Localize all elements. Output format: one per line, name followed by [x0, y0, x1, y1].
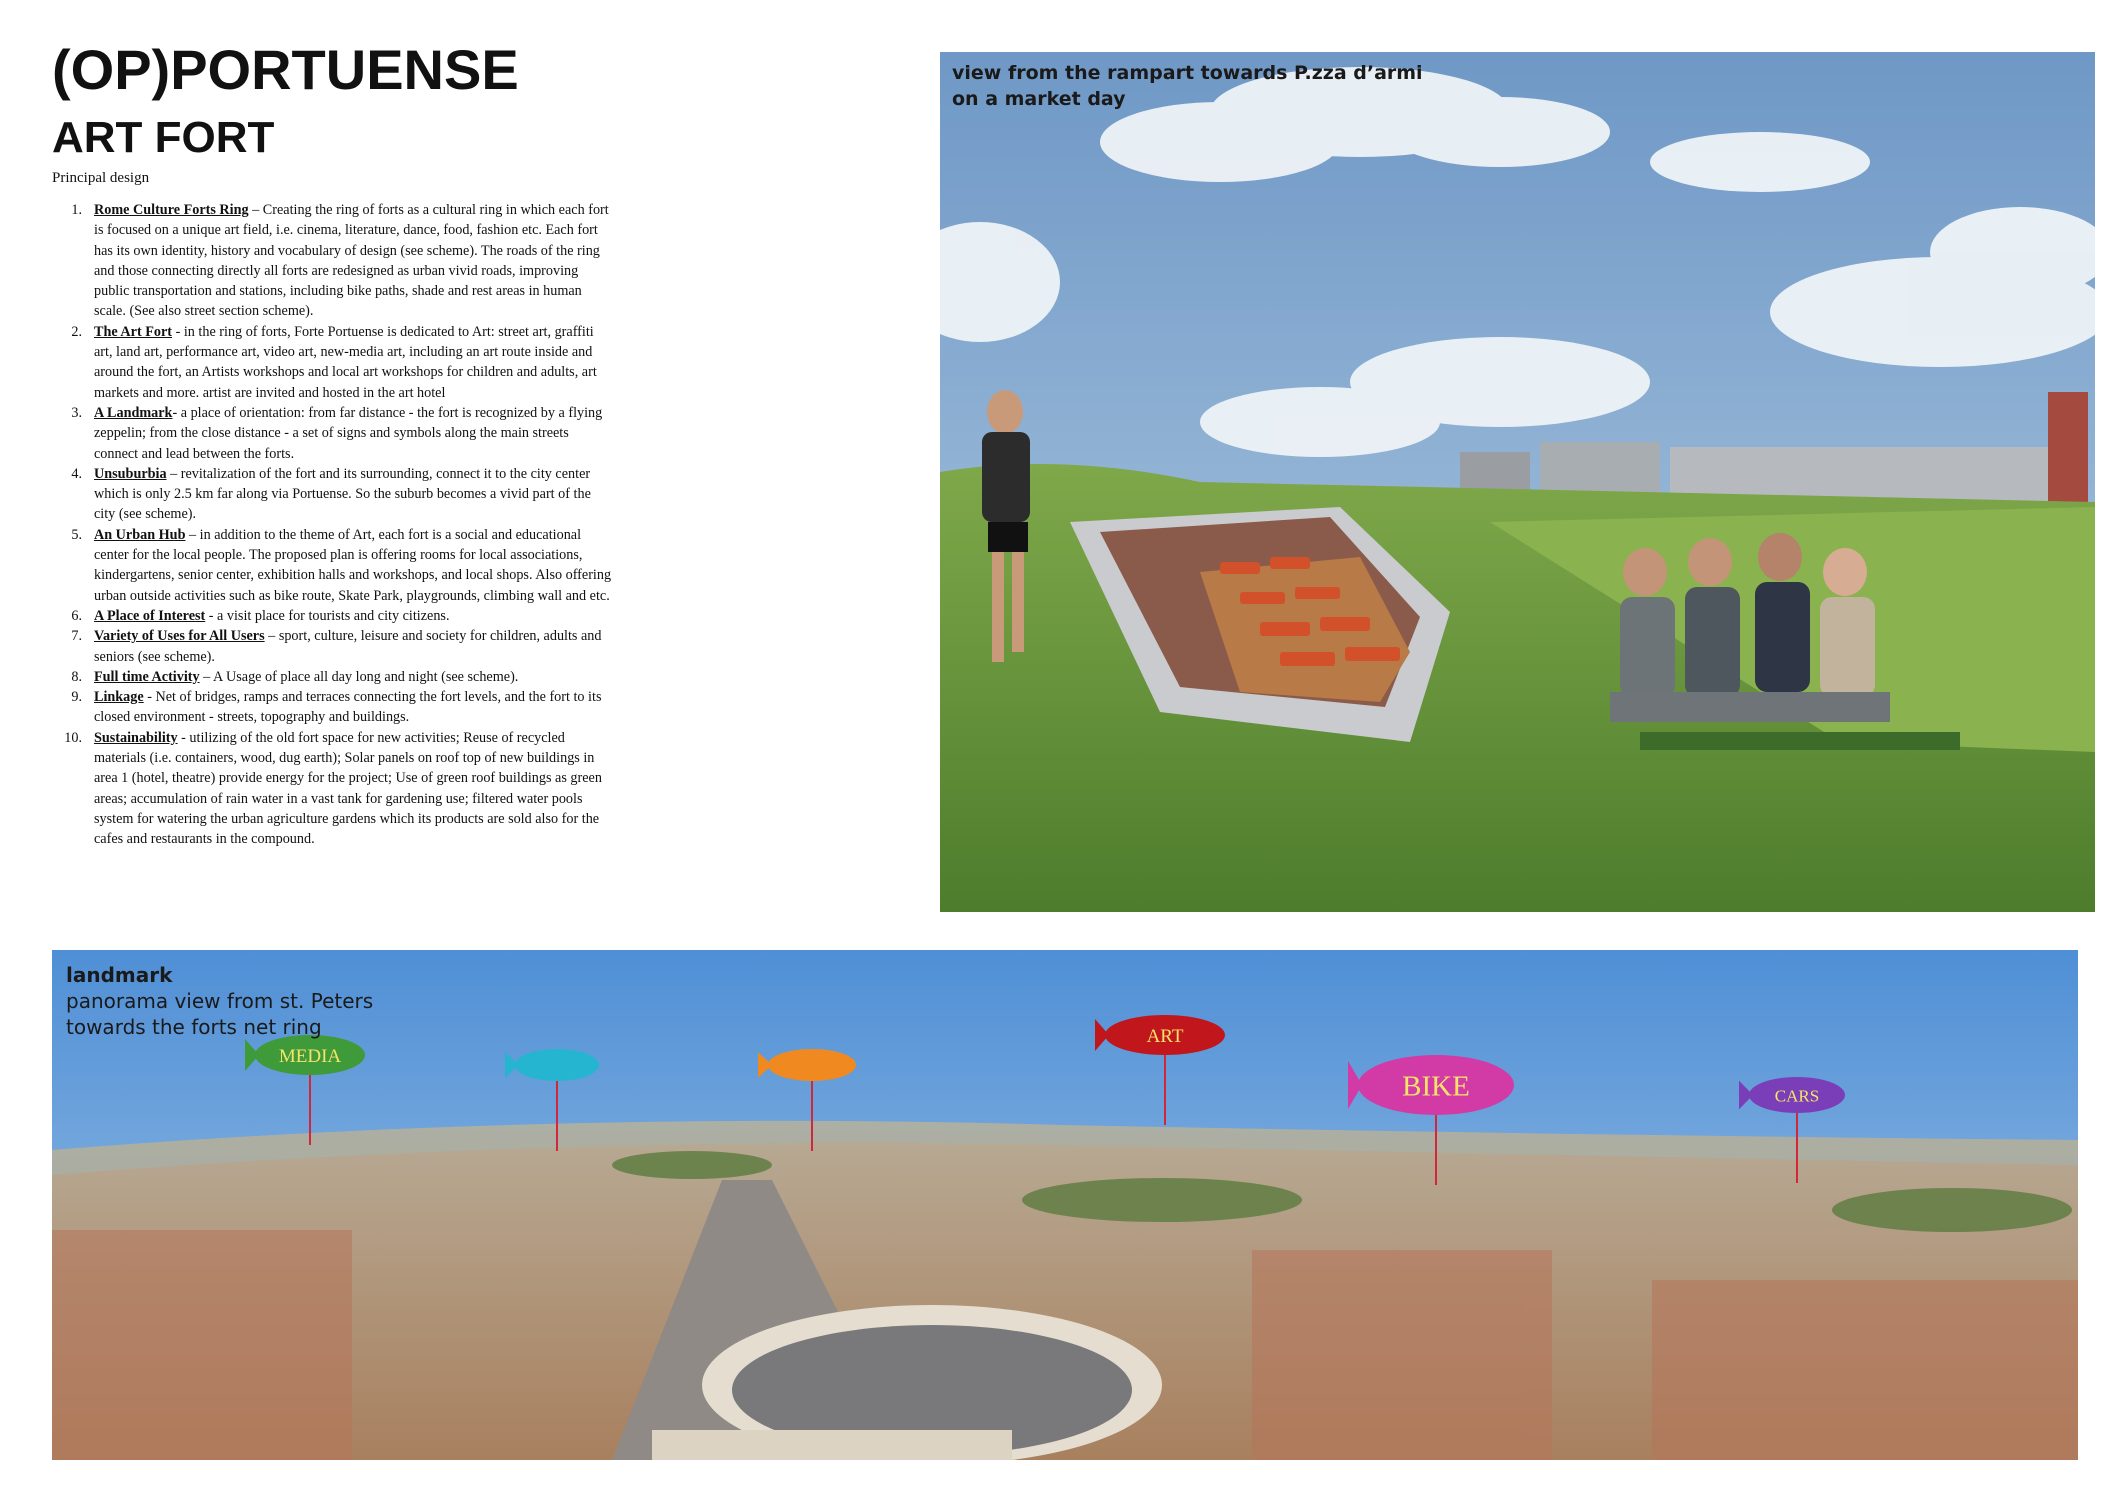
rampart-caption-line1: view from the rampart towards P.zza d’armi [952, 62, 1423, 84]
principle-term: Rome Culture Forts Ring [94, 202, 249, 218]
zeppelin-label: BIKE [1402, 1070, 1470, 1103]
zeppelin-body [515, 1049, 599, 1081]
principle-text: - a place of orientation: from far distance - the fort is recognized by a flying zeppelin; from the close distance - a set of signs and symbols along the main streets connect and lead between the forts. [94, 404, 603, 462]
panorama-caption-title: landmark [66, 963, 173, 987]
principle-text: – A Usage of place all day long and night (see scheme). [199, 668, 519, 685]
panorama-caption-line1: panorama view from st. Peters [66, 989, 374, 1013]
principle-text: - in the ring of forts, Forte Portuense is dedicated to Art: street art, graffiti art, land art, performance art, video art, new-media art, including an art route inside and around the fort, an Artists workshops and local art workshops for children and adults, art markets and more. artist are invited and hosted in the art hotel [94, 323, 597, 401]
page-title: (OP)PORTUENSE [52, 38, 519, 101]
principle-term: A Landmark [94, 404, 173, 421]
principle-number: 6. [71, 607, 82, 624]
principle-number: 9. [71, 689, 82, 706]
principle-item [52, 200, 612, 322]
rampart-view-caption [952, 60, 1423, 112]
principle-term: The Art Fort [94, 323, 173, 340]
principle-body [94, 464, 612, 525]
principle-text: – Creating the ring of forts as a cultural ring in which each fort is focused on a unique art field, i.e. cinema, literature, dance, food, fashion etc. Each fort has its own identity, history and vocabulary of design (see scheme). The roads of the ring and those connecting directly all forts are redesigned as urban vivid roads, improving public transportation and stations, including bike paths, shade and rest areas in human scale. (See also street section scheme). [94, 202, 609, 320]
principle-item [52, 687, 612, 728]
zeppelin-label: ART [1146, 1026, 1184, 1047]
principle-text: – revitalization of the fort and its surrounding, connect it to the city center which is only 2.5 km far along via Portuense. So the suburb becomes a vivid part of the city (see scheme). [94, 465, 591, 523]
principle-body [94, 322, 612, 403]
principle-body [94, 687, 612, 728]
principle-term: Unsuburbia [94, 465, 167, 482]
principle-text: - utilizing of the old fort space for new activities; Reuse of recycled materials (i.e. containers, wood, dug earth); Solar panels on roof top of new buildings in area 1 (hotel, theatre) provide energy for the project; Use of green roof buildings as green areas; accumulation of rain water in a vast tank for gardening use; filtered water pools system for watering the urban agriculture gardens which its products are sold also for the cafes and restaurants in the compound. [94, 729, 602, 848]
principle-body [94, 403, 612, 464]
zeppelin-label: CARS [1774, 1086, 1820, 1106]
principle-text: - a visit place for tourists and city citizens. [205, 607, 450, 624]
rampart-caption-line2: on a market day [952, 88, 1126, 110]
principle-term: Sustainability [94, 729, 178, 746]
principle-item [52, 667, 612, 687]
principle-term: A Place of Interest [94, 607, 206, 624]
principle-number: 8. [71, 668, 82, 685]
principle-body [94, 667, 612, 687]
principle-number: 4. [71, 465, 82, 482]
panorama-caption [66, 962, 373, 1040]
principle-body [94, 626, 612, 667]
page-subtitle: ART FORT [52, 113, 275, 162]
principle-item [52, 322, 612, 403]
zeppelin-body [768, 1049, 856, 1081]
principle-text: - Net of bridges, ramps and terraces connecting the fort levels, and the fort to its closed environment - streets, topography and buildings. [94, 689, 602, 726]
principle-item [52, 606, 612, 626]
principle-term: Full time Activity [94, 668, 200, 685]
principle-body [94, 200, 612, 322]
principles-list [52, 200, 612, 850]
rampart-view-image [940, 52, 2095, 912]
principle-item [52, 403, 612, 464]
principle-term: Linkage [94, 689, 144, 706]
zeppelin-label: MEDIA [278, 1046, 342, 1067]
principle-item [52, 464, 612, 525]
principle-number: 2. [71, 323, 82, 340]
principle-number: 5. [71, 526, 82, 543]
principle-body [94, 728, 612, 850]
principle-item [52, 728, 612, 850]
principle-body [94, 606, 612, 626]
principle-term: Variety of Uses for All Users [94, 628, 265, 645]
principle-text: – in addition to the theme of Art, each fort is a social and educational center for the local people. The proposed plan is offering rooms for local associations, kindergartens, senior center, exhibition halls and workshops, and local shops. Also offering urban outside activities such as bike route, Skate Park, playgrounds, climbing wall and etc. [94, 526, 612, 604]
principle-item [52, 525, 612, 606]
principle-body [94, 525, 612, 606]
section-label: Principal design [52, 170, 150, 186]
principle-number: 7. [71, 628, 82, 645]
principle-number: 1. [71, 202, 82, 218]
principle-text: – sport, culture, leisure and society for children, adults and seniors (see scheme). [94, 628, 602, 665]
principle-item [52, 626, 612, 667]
principle-number: 3. [71, 404, 82, 421]
principle-term: An Urban Hub [94, 526, 186, 543]
panorama-caption-line2: towards the forts net ring [66, 1015, 322, 1039]
principle-number: 10. [64, 729, 82, 746]
